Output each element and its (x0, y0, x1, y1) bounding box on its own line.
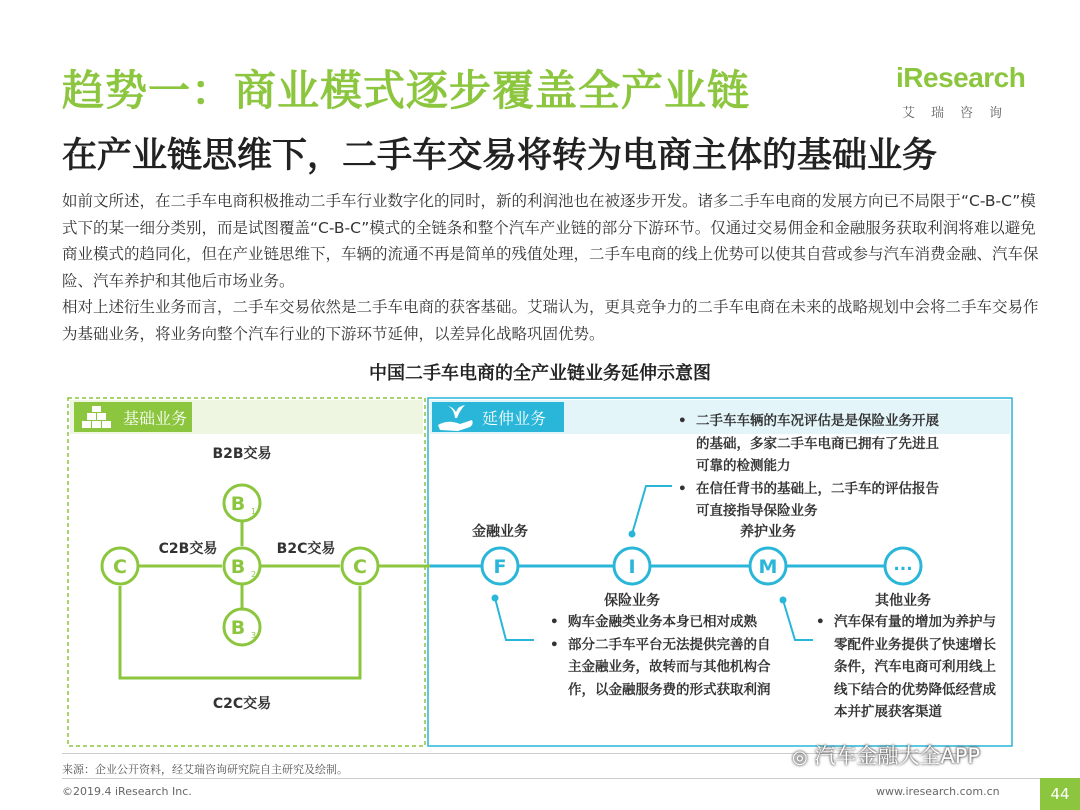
svg-text:B: B (230, 617, 246, 639)
svg-text:C: C (353, 556, 367, 578)
svg-text:3: 3 (251, 631, 257, 640)
watermark (792, 740, 980, 770)
diagram-title: 中国二手车电商的全产业链业务延伸示意图 (369, 363, 711, 384)
node-b3 (224, 609, 260, 645)
svg-text:2: 2 (251, 570, 257, 579)
base-tab-label: 基础业务 (123, 409, 188, 428)
callout-dot-insurance (629, 531, 636, 538)
footer-divider-2 (62, 778, 1042, 779)
callout-finance-item-1: • 购车金融类业务本身已相对成熟 (548, 611, 780, 634)
page-number: 44 (1040, 778, 1080, 810)
callout-finance (548, 611, 780, 701)
insurance-label: 保险业务 (604, 593, 660, 609)
c2b-label: C2B交易 (158, 541, 218, 557)
svg-text:...: ... (893, 555, 913, 575)
page-subtitle: 在产业链思维下，二手车交易将转为电商主体的基础业务 (62, 136, 938, 176)
callout-insurance-item-2: • 在信任背书的基础上，二手车的评估报告可直接指导保险业务 (676, 478, 946, 523)
node-c-left (102, 548, 138, 584)
page-title: 趋势一：商业模式逐步覆盖全产业链 (62, 66, 751, 115)
svg-text:C: C (113, 556, 127, 578)
source-note: 来源：企业公开资料，经艾瑞咨询研究院自主研究及绘制。 (62, 763, 348, 776)
node-f (482, 548, 518, 584)
ext-tab-label: 延伸业务 (482, 409, 547, 428)
node-m (750, 548, 786, 584)
callout-insurance (676, 410, 946, 523)
callout-finance-item-2: • 部分二手车平台无法提供完善的自主金融业务，故转而与其他机构合作，以金融服务费的形式获取利润 (548, 634, 780, 702)
svg-text:F: F (493, 556, 507, 578)
c2c-label: C2C交易 (212, 696, 272, 712)
maintenance-label: 养护业务 (740, 524, 796, 540)
callout-dot-maintenance (780, 597, 787, 604)
svg-text:1: 1 (251, 507, 257, 516)
node-more (885, 548, 921, 584)
copyright: ©2019.4 iResearch Inc. (62, 785, 192, 798)
svg-text:M: M (758, 556, 778, 578)
svg-text:B: B (230, 493, 246, 515)
callout-dot-finance (492, 595, 499, 602)
node-i (614, 548, 650, 584)
svg-text:I: I (628, 556, 636, 578)
logo-brand: iResearch (896, 62, 1026, 93)
wechat-icon: ◎ (792, 747, 808, 768)
node-b2 (224, 548, 260, 584)
b2c-label: B2C交易 (276, 541, 336, 557)
finance-label: 金融业务 (472, 524, 528, 540)
node-c-right (342, 548, 378, 584)
other-label: 其他业务 (875, 593, 931, 609)
body-paragraph-1: 如前文所述，在二手车电商积极推动二手车行业数字化的同时，新的利润池也在被逐步开发。诸多二手车电商的发展方向已不局限于“C-B-C”模式下的某一细分类别，而是试图覆盖“C-B-C”模式的全链条和整个汽车产业链的部分下游环节。仅通过交易佣金和金融服务获取利润将难以避免商业模式的趋同化，但在产业链思维下，车辆的流通不再是简单的残值处理，二手车电商的线上优势可以使其自营或参与汽车消费金融、汽车保险、汽车养护和其他后市场业务。 (62, 192, 1039, 290)
svg-text:B: B (230, 556, 246, 578)
callout-maintenance-item-1: • 汽车保有量的增加为养护与零配件业务提供了快速增长条件，汽车电商可利用线上线下结合的优势降低经营成本并扩展获客渠道 (814, 611, 1006, 724)
node-b1 (224, 485, 260, 521)
logo-cn: 艾瑞咨询 (902, 106, 1019, 121)
b2b-label: B2B交易 (212, 446, 272, 462)
callout-maintenance (814, 611, 1006, 724)
body-paragraph-2: 相对上述衍生业务而言，二手车交易依然是二手车电商的获客基础。艾瑞认为，更具竞争力的二手车电商在未来的战略规划中会将二手车交易作为基础业务，将业务向整个汽车行业的下游环节延伸，以差异化战略巩固优势。 (62, 298, 1039, 343)
site-url: www.iresearch.com.cn (876, 785, 1000, 798)
callout-insurance-item-1: • 二手车车辆的车况评估是是保险业务开展的基础，多家二手车电商已拥有了先进且可靠的检测能力 (676, 410, 946, 478)
watermark-text: 汽车金融大全APP (814, 744, 981, 768)
